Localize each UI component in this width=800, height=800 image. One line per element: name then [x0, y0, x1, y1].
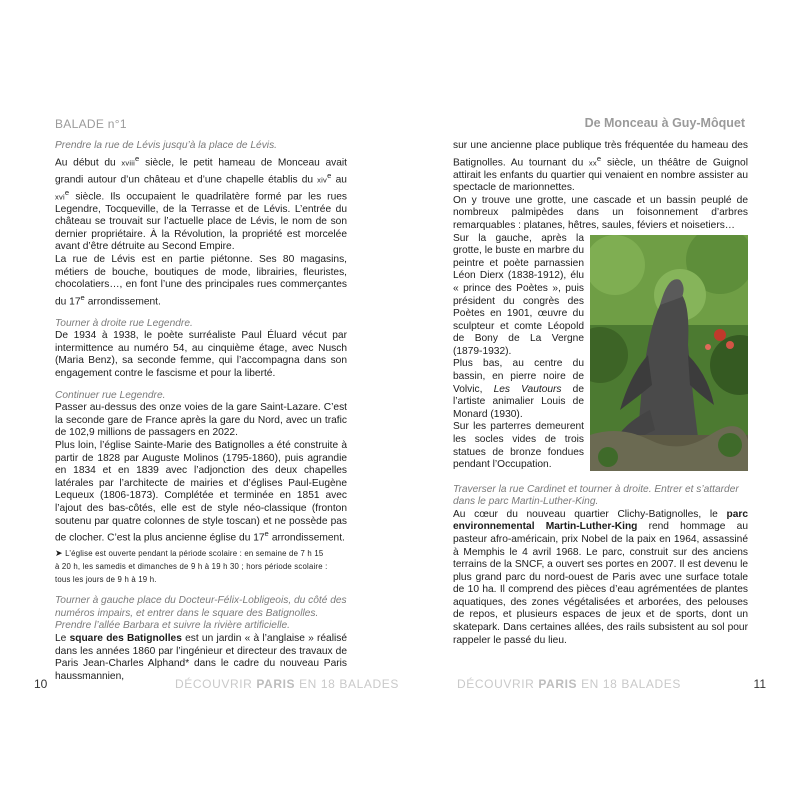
- arrow-icon: ➤: [55, 548, 63, 559]
- direction-text: Tourner à droite rue Legendre.: [55, 317, 193, 329]
- running-head-left: BALADE n°1: [55, 117, 127, 131]
- body-paragraph: sur une ancienne place publique très fréquentée du hameau des Batignolles. Au tournant du $xx^e$ siècle, un théâtre de Guignol attirait les enfants du quartier qui venaient en nombre assister au spectacle de marionnettes.: [453, 140, 748, 194]
- photo-wrap-block: [453, 233, 748, 475]
- left-page-column: [55, 140, 347, 683]
- opening-hours-note: ➤ L’église est ouverte pendant la période scolaire : en semaine de 7 h 15 à 20 h, les samedis et dimanches de 9 h à 19 h 30 ; hors période scolaire : tous les jours de 9 h à 19 h.: [55, 548, 328, 585]
- series-footer-left: DÉCOUVRIR PARIS EN 18 BALADES: [175, 677, 399, 691]
- body-paragraph: Au début du xviii$^e$ siècle, le petit hameau de Monceau avait grandi autour d’un château et d’une chapelle établis du xiv$^e$ au xvi$^e$ siècle. Ils occupaient le quadrilatère formé par les rues Legendre, Tocqueville, de la Terrasse et de Lévis. L’entrée du château se trouvait sur l’actuelle place de Lévis, le nom de son dernier propriétaire. À la Révolution, la propriété est morcelée avant d’être détruite au Second Empire.: [55, 153, 348, 253]
- sculpture-photo-icon: [590, 235, 748, 471]
- series-footer-right: DÉCOUVRIR PARIS EN 18 BALADES: [457, 677, 681, 691]
- body-paragraph: Au cœur du nouveau quartier Clichy-Batignolles, le parc environnemental Martin-Luther-King rend hommage au pasteur afro-américain, prix Nobel de la paix en 1964, assassiné à Memphis le 4 avril 1968. Le parc, construit sur des anciens terrains de la SNCF, a ouvert ses portes en 2007. Il est devenu le plus grand parc du nord-ouest de Paris avec une surface totale de 10 ha. Il comprend des pièces d’eau agrémentées de plantes aquatiques, des zones végétalisées et arborées, des pelouses de repos, et plusieurs espaces de jeux et de sports, dont un skatepark. Dans certaines allées, des rails subsistent au sol pour rappeler le passé du lieu.: [453, 508, 748, 646]
- body-paragraph: De 1934 à 1938, le poète surréaliste Paul Éluard vécut par intermittence au numéro 54, au cinquième étage, avec Nusch (Maria Benz), sa seconde femme, qui l’accompagna dans son engagement contre le fascisme et pour la liberté.: [55, 330, 347, 380]
- body-paragraph: Plus bas, au centre du bassin, en pierre noire de Volvic, Les Vautours de l’artiste animalier Louis de Monard (1930).: [453, 358, 584, 420]
- body-paragraph: On y trouve une grotte, une cascade et un bassin peuplé de nombreux palmipèdes dans un foisonnement d’arbres remarquables : platanes, hêtres, saules, féviers et noisetiers…: [453, 194, 748, 231]
- right-page-column: [453, 140, 748, 647]
- body-paragraph: Passer au-dessus des onze voies de la gare Saint-Lazare. C’est la seconde gare de France après la gare du Nord, avec un trafic de 102,9 millions de passagers en 2022.: [55, 402, 347, 439]
- page-number-left: 10: [34, 677, 48, 691]
- body-paragraph: Plus loin, l’église Sainte-Marie des Batignolles a été construite à partir de 1828 par Auguste Molinos (1795-1860), puis agrandie en 1834 et en 1839 avec l’adjonction des deux chapelles latérales par l’architecte de mairies et d’églises Paul-Eugène Lequeux (1806-1873). Complétée et terminée en 1851 avec l’ajout des bas-côtés, elle est de style néo-classique (fronton soutenu par quatre colonnes de style toscan) et ne possède pas de clocher. C’est la plus ancienne église du 17e arrondissement.: [55, 440, 347, 544]
- direction-text: Tourner à gauche place du Docteur-Félix-Lobligeois, du côté des numéros impairs, et entrer dans le square des Batignolles. Prendre l’allée Barbara et suivre la rivière artificielle.: [55, 595, 347, 632]
- body-paragraph: La rue de Lévis est en partie piétonne. Ses 80 magasins, métiers de bouche, boutiques de mode, librairies, fleuristes, chocolatiers…, en font l’une des principales rues commerçantes du 17e arrondissement.: [55, 253, 347, 308]
- page-number-right: 11: [753, 677, 766, 691]
- running-head-right: De Monceau à Guy-Môquet: [584, 116, 745, 130]
- body-paragraph: Sur les parterres demeurent les socles vides de trois statues de bronze fondues pendant l’Occupation.: [453, 421, 584, 471]
- direction-text: Traverser la rue Cardinet et tourner à droite. Entrer et s’attarder dans le parc Martin-Luther-King.: [453, 483, 739, 508]
- body-paragraph: Le square des Batignolles est un jardin « à l’anglaise » réalisé dans les années 1860 par l’ingénieur et directeur des travaux de Paris Jean-Charles Alphand* dans le cadre du nouveau Paris haussmannien,: [55, 632, 348, 682]
- direction-text: Continuer rue Legendre.: [55, 389, 166, 401]
- direction-text: Prendre la rue de Lévis jusqu’à la place de Lévis.: [55, 140, 277, 151]
- body-paragraph: Sur la gauche, après la grotte, le buste en marbre du peintre et poète parnassien Léon Dierx (1838-1912), élu « prince des Poètes », puis président du congrès des Poètes en 1901, œuvre du sculpteur et comte Léopold de Bony de La Vergne (1879-1932).: [453, 232, 584, 357]
